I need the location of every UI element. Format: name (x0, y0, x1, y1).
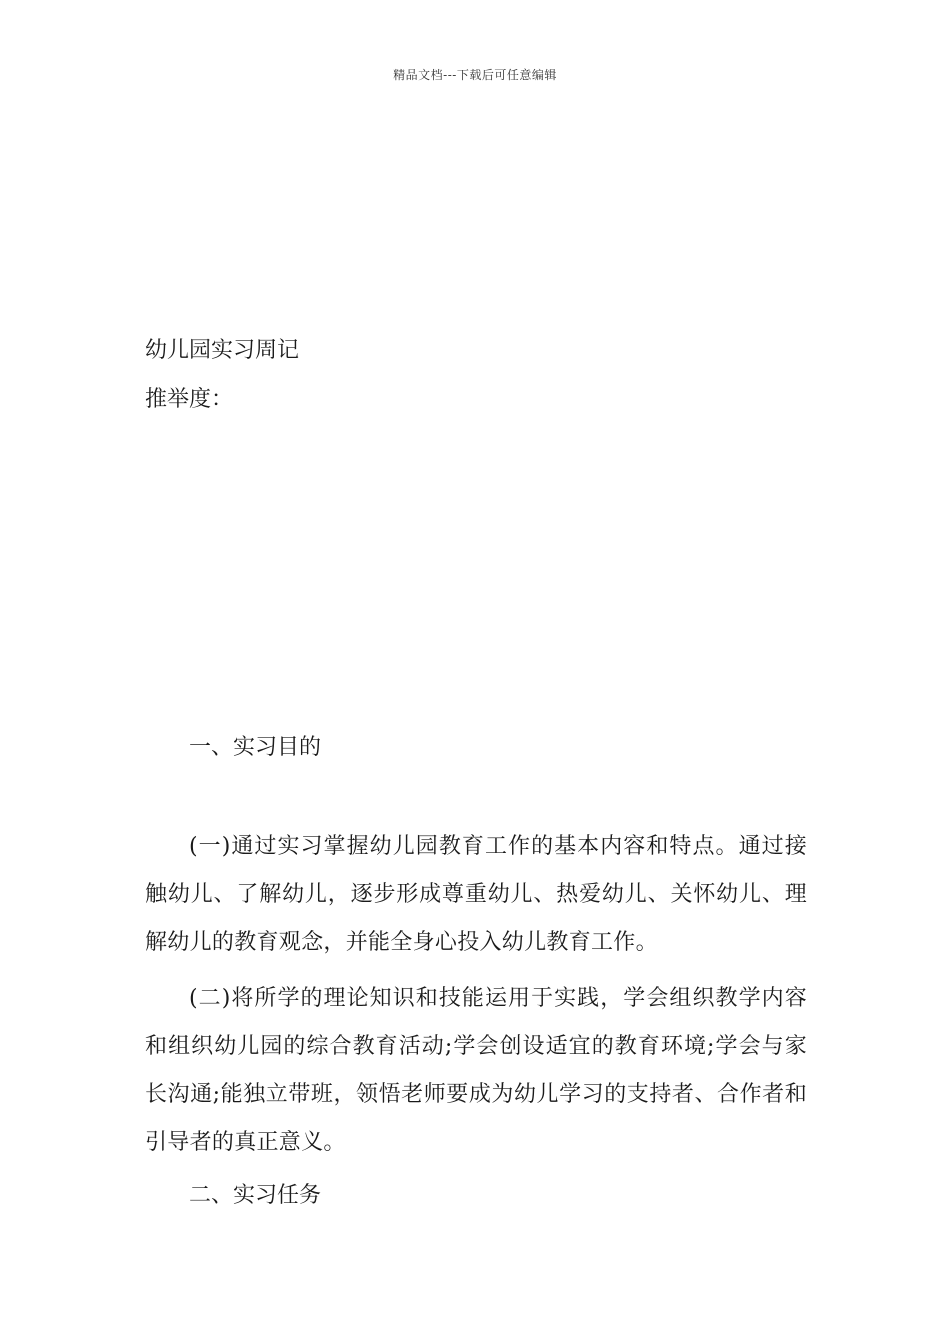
paragraph-purpose-2: (二)将所学的理论知识和技能运用于实践，学会组织教学内容和组织幼儿园的综合教育活动;学会创设适宜的教育环境;学会与家长沟通;能独立带班，领悟老师要成为幼儿学习的支持者、合作者和引导者的真正意义。 (145, 986, 807, 1155)
document-title: 幼儿园实习周记 (145, 338, 300, 363)
recommend-label: 推举度： (145, 387, 234, 412)
paragraph-purpose-1: (一)通过实习掌握幼儿园教育工作的基本内容和特点。通过接触幼儿、了解幼儿，逐步形成尊重幼儿、热爱幼儿、关怀幼儿、理解幼儿的教育观念，并能全身心投入幼儿教育工作。 (145, 834, 807, 955)
header-note: 精品文档---下载后可任意编辑 (393, 68, 557, 82)
section-heading-tasks: 二、实习任务 (189, 1183, 322, 1208)
section-heading-purpose: 一、实习目的 (189, 735, 322, 760)
